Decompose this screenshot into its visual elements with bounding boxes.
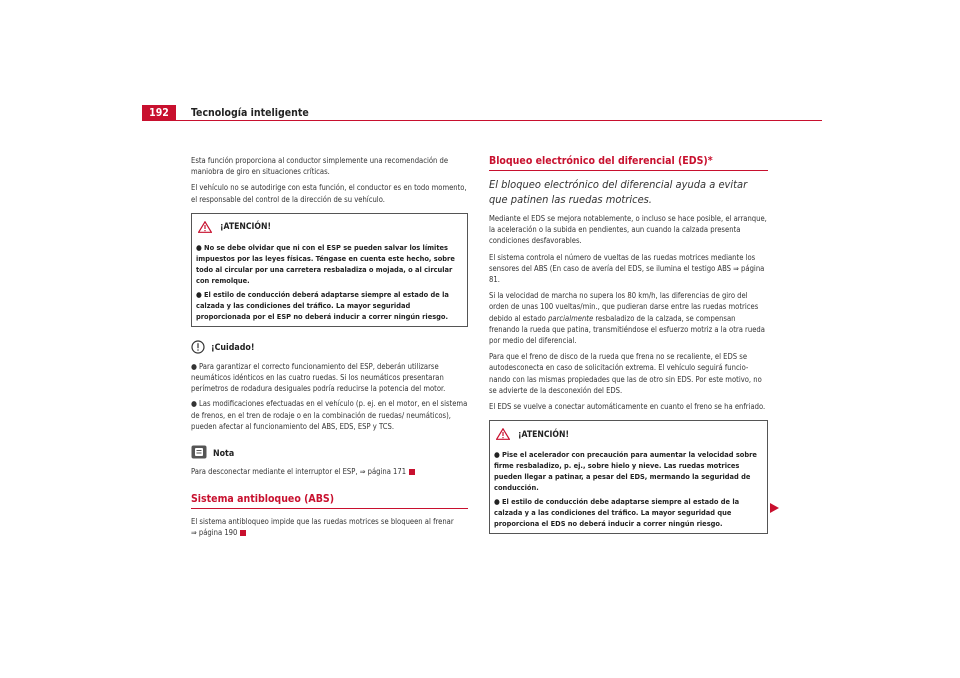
section-end-mark — [409, 469, 415, 475]
warning-box — [489, 420, 768, 534]
abs-text: El sistema antibloqueo impide que las ruedas motrices se bloqueen al frenar ⇒ página 190 — [191, 517, 454, 538]
page-number: 192 — [142, 105, 176, 121]
section-divider — [191, 508, 468, 509]
intro-paragraph-2: El vehículo no se autodirige con esta función, el conductor es en todo momento, el responsable del control de la dirección de su vehículo. — [191, 183, 467, 204]
caution-block — [191, 339, 468, 432]
abs-section-title: Sistema antibloqueo (ABS) — [191, 493, 335, 506]
note-text: Para desconectar mediante el interruptor el ESP, ⇒ página 171 — [191, 466, 468, 477]
section-end-mark — [240, 530, 246, 536]
caution-item: ● Para garantizar el correcto funcionamiento del ESP, deberán utilizarse neumáticos idénticos en las cuatro ruedas. Si los neumáticos presentaran perímetros de rodadura desiguales podría reducirse la potencia del motor. — [191, 361, 446, 394]
eds-paragraph-1: Mediante el EDS se mejora notablemente, o incluso se hace posible, el arranque, la aceleración o la subida en pendientes, aun cuando la calzada presenta condiciones desfavorables. — [489, 214, 767, 246]
warning-triangle-icon — [496, 425, 510, 444]
note-hand-icon — [191, 444, 207, 463]
warning-box — [191, 213, 468, 327]
note-title: Nota — [213, 448, 235, 459]
warning-item: ● No se debe olvidar que ni con el ESP se pueden salvar los límites impuestos por las leyes físicas. Téngase en cuenta este hecho, sobre todo al circular por una carretera resbaladiza o mojada, o al circular con remolque. — [196, 242, 455, 285]
exclamation-circle-icon — [191, 339, 205, 358]
warning-header — [490, 421, 767, 447]
warning-item: ● El estilo de conducción deberá adaptarse siempre al estado de la calzada y las condiciones del tráfico. La mayor seguridad proporcionada por el ESP no deberá inducir a correr ningún riesgo. — [196, 289, 449, 321]
warning-triangle-icon — [198, 218, 212, 237]
abs-section — [191, 493, 468, 538]
caution-title: ¡Cuidado! — [211, 343, 255, 354]
eds-paragraph-2: El sistema controla el número de vueltas de las ruedas motrices mediante los sensores del ABS (En caso de avería del EDS, se ilumina el testigo ABS ⇒ página 81. — [489, 252, 765, 285]
eds-subtitle: El bloqueo electrónico del diferencial ayuda a evitar que patinen las ruedas motrices. — [489, 178, 748, 206]
eds-paragraph-5: El EDS se vuelve a conectar automáticamente en cuanto el freno se ha enfriado. — [489, 402, 766, 412]
section-divider — [489, 170, 768, 171]
eds-section-title: Bloqueo electrónico del diferencial (EDS)* — [489, 155, 713, 167]
warning-title: ¡ATENCIÓN! — [220, 222, 271, 233]
arrow-right-icon[interactable] — [770, 503, 779, 513]
eds-paragraph-4: Para que el freno de disco de la rueda que frena no se recaliente, el EDS se autodesconecta en caso de solicitación extrema. El vehículo seguirá funcio-nando con las mismas propiedades que las de otro sin EDS. Por este motivo, no se advierte de la desconexión del EDS. — [489, 352, 762, 395]
note-block — [191, 444, 468, 477]
page-reference-link[interactable]: ⇒ página 190 — [191, 528, 238, 538]
eds-paragraph-3: Si la velocidad de marcha no supera los 80 km/h, las diferencias de giro del orden de unas 100 vueltas/min., que pudieran darse entre las ruedas motrices debido al estado parcialmente resbaladizo de la calzada, se compensan frenando la rueda que patina, transmitiéndose el esfuerzo motriz a la otra rueda por medio del diferencial. — [489, 291, 765, 346]
caution-item: ● Las modificaciones efectuadas en el vehículo (p. ej. en el motor, en el sistema de frenos, en el tren de rodaje o en la combinación de ruedas/ neumáticos), pueden afectar al funcionamiento del ABS, EDS, ESP y TCS. — [191, 399, 468, 431]
warning-item: ● El estilo de conducción debe adaptarse siempre al estado de la calzada y a las condiciones del tráfico. La mayor seguridad que proporciona el EDS no deberá inducir a correr ningún riesgo. — [494, 497, 740, 529]
warning-header — [192, 214, 467, 240]
warning-title: ¡ATENCIÓN! — [518, 429, 569, 440]
right-column — [489, 155, 768, 534]
intro-paragraph-1: Esta función proporciona al conductor simplemente una recomendación de maniobra de giro en situaciones críticas. — [191, 156, 449, 177]
header-divider — [142, 120, 822, 121]
left-column — [191, 155, 468, 544]
warning-item: ● Pise el acelerador con precaución para aumentar la velocidad sobre firme resbaladizo, p. ej., sobre hielo y nieve. Las ruedas motrices pueden llegar a patinar, a pesar del EDS, mermando la seguridad de conducción. — [494, 450, 757, 493]
page-title: Tecnología inteligente — [191, 107, 309, 119]
